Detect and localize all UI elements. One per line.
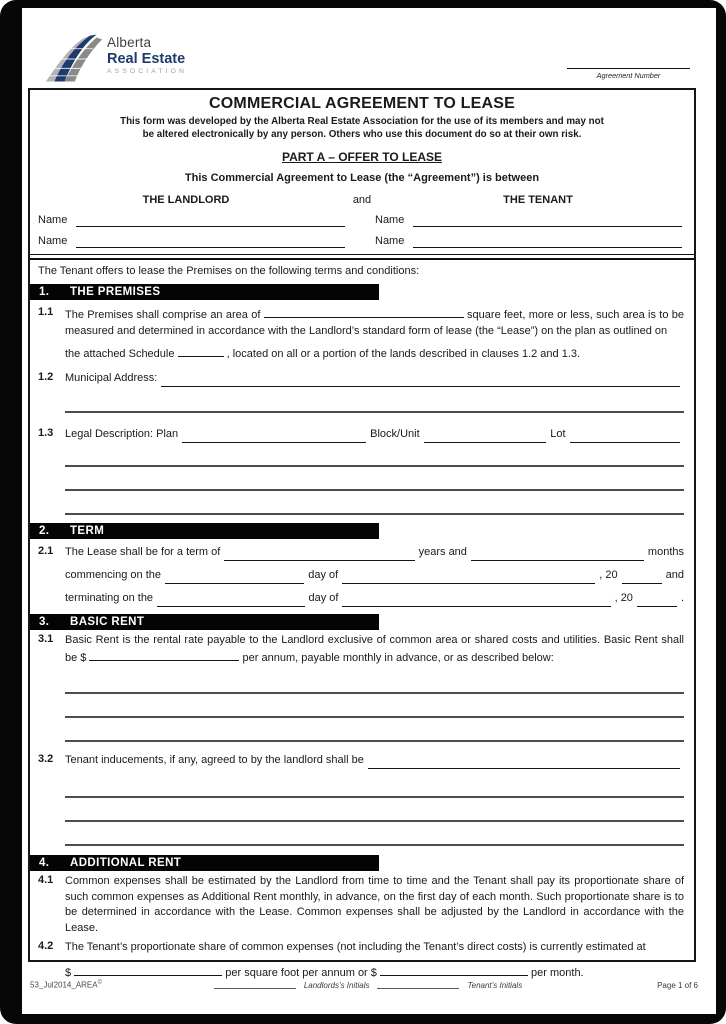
name-label: Name <box>38 214 68 226</box>
landlord-header: THE LANDLORD <box>142 194 230 206</box>
landlord-name-field-1 <box>38 214 349 227</box>
block-unit-blank[interactable] <box>424 430 547 443</box>
terminating-month-blank[interactable] <box>342 594 610 607</box>
logo-line-alberta: Alberta <box>107 35 152 50</box>
term-text-c: months <box>647 546 684 558</box>
clause-4-2-text-c: per month. <box>531 967 584 979</box>
commencing-year-blank[interactable] <box>622 571 662 584</box>
clause-text <box>65 633 684 666</box>
day-of-label: day of <box>308 592 339 604</box>
basic-rent-text-b: per annum, payable monthly in advance, or as described below: <box>242 651 554 664</box>
form-disclaimer <box>30 116 694 141</box>
tenant-header: THE TENANT <box>503 194 573 206</box>
clause-1-1-schedule-line <box>65 345 684 363</box>
writing-line[interactable] <box>65 718 684 742</box>
section-number: 2. <box>39 525 50 537</box>
clause-text <box>65 306 684 363</box>
lot-blank[interactable] <box>570 430 680 443</box>
clause-1-1 <box>30 306 694 363</box>
clause-4-2 <box>30 940 694 982</box>
landlord-name-blank-1[interactable] <box>76 214 345 227</box>
section-title: TERM <box>70 525 105 537</box>
and-suffix: and <box>665 569 684 581</box>
clause-4-2-amount-line <box>65 964 684 982</box>
commencing-row <box>65 568 684 584</box>
clause-1-1-paragraph <box>65 306 684 340</box>
clause-text <box>65 545 684 607</box>
year-prefix: , 20 <box>599 569 618 581</box>
name-row-1 <box>30 206 694 227</box>
clause-number: 1.2 <box>38 371 54 383</box>
section-number: 3. <box>39 616 50 628</box>
area-logo <box>46 34 187 84</box>
tenant-name-blank-2[interactable] <box>413 235 682 248</box>
clause-text <box>65 940 684 982</box>
disclaimer-line-2: be altered electronically by any person. Others who use this document do so at their own risk. <box>142 128 582 140</box>
form-title: COMMERCIAL AGREEMENT TO LEASE <box>209 95 515 112</box>
year-prefix: , 20 <box>614 592 633 604</box>
between-line: This Commercial Agreement to Lease (the “Agreement”) is between <box>184 172 540 184</box>
landlord-name-blank-2[interactable] <box>76 235 345 248</box>
clause-number: 3.2 <box>38 753 54 765</box>
clause-number: 1.3 <box>38 427 54 439</box>
plan-blank[interactable] <box>182 430 366 443</box>
term-text-b: years and <box>418 546 467 558</box>
landlord-initials-label: Landlords’s Initials <box>303 981 370 990</box>
name-label: Name <box>38 235 68 247</box>
commencing-month-blank[interactable] <box>342 571 595 584</box>
name-label: Name <box>375 235 405 247</box>
section-header-premises <box>30 284 379 300</box>
writing-line[interactable] <box>65 798 684 822</box>
landlord-initials-blank[interactable] <box>214 982 296 989</box>
section-header-term <box>30 523 379 539</box>
logo-line-real-estate: Real Estate <box>107 50 186 67</box>
clause-1-3 <box>30 427 694 443</box>
per-sqft-amount-blank[interactable] <box>74 964 222 976</box>
section-number: 1. <box>39 285 50 298</box>
clause-1-1-text-c: the attached Schedule <box>65 347 175 360</box>
clause-1-1-text-b: square feet, more or less, such area is to be measured and determined in accordance with the Landlord’s standard form of lease (the “Lease”) on the plan as outlined on <box>65 308 685 337</box>
form-code-text: 53_Jul2014_AREA <box>30 981 98 990</box>
per-month-amount-blank[interactable] <box>380 964 528 976</box>
municipal-address-row <box>65 371 684 387</box>
clause-2-1 <box>30 545 694 607</box>
writing-line[interactable] <box>65 491 684 515</box>
schedule-blank[interactable] <box>178 345 224 357</box>
inducements-label: Tenant inducements, if any, agreed to by the landlord shall be <box>65 754 364 766</box>
clause-4-2-text-a: The Tenant’s proportionate share of common expenses (not including the Tenant’s direct costs) is currently estimated at <box>65 941 646 953</box>
name-row-2 <box>30 227 694 248</box>
basic-rent-text-a: Basic Rent is the rental rate payable to the Landlord exclusive of common area or shared costs and utilities. Basic Rent shall be $ <box>65 634 684 664</box>
term-length-row <box>65 545 684 561</box>
double-rule-divider <box>30 254 694 260</box>
period-suffix: . <box>680 592 684 604</box>
term-years-blank[interactable] <box>224 548 414 561</box>
inducements-row <box>65 753 684 769</box>
agreement-number-field[interactable] <box>567 68 690 80</box>
terminating-label: terminating on the <box>65 592 154 604</box>
term-text-a: The Lease shall be for a term of <box>65 546 221 558</box>
initials-area <box>180 981 548 990</box>
page-number: Page 1 of 6 <box>657 981 698 990</box>
tenant-initials-label: Tenant’s Initials <box>467 981 523 990</box>
agreement-number-label: Agreement Number <box>596 71 661 80</box>
legal-description-label: Legal Description: Plan <box>65 428 179 440</box>
name-label: Name <box>375 214 405 226</box>
area-logo-mark <box>46 34 104 84</box>
section-header-basic-rent <box>30 614 379 630</box>
basic-rent-amount-blank[interactable] <box>89 649 239 661</box>
commencing-day-blank[interactable] <box>165 571 304 584</box>
clause-1-1-text-a: The Premises shall comprise an area of <box>65 308 261 321</box>
clause-3-2 <box>30 753 694 769</box>
term-months-blank[interactable] <box>471 548 644 561</box>
inducements-blank[interactable] <box>368 756 680 769</box>
page-footer <box>30 980 698 990</box>
clause-number: 4.1 <box>38 874 54 886</box>
writing-line[interactable] <box>65 670 684 694</box>
part-a-heading-text: PART A – OFFER TO LEASE <box>281 150 442 164</box>
commencing-label: commencing on the <box>65 569 161 581</box>
form-code <box>30 980 180 990</box>
document-page <box>22 8 716 1014</box>
clause-3-1 <box>30 633 694 666</box>
intro-text: The Tenant offers to lease the Premises on the following terms and conditions: <box>38 264 420 277</box>
municipal-address-blank[interactable] <box>161 374 680 387</box>
terminating-year-blank[interactable] <box>637 594 677 607</box>
terminating-day-blank[interactable] <box>157 594 304 607</box>
writing-line[interactable] <box>65 822 684 846</box>
clause-4-1-text: Common expenses shall be estimated by the Landlord from time to time and the Tenant shall pay its proportionate share of such common expenses as Additional Rent monthly, in advance, on the first day of each month. Such proportionate share is to be determined in accordance with the Lease. Common expenses shall be adjusted by the Landlord in accordance with the Lease. <box>65 875 684 934</box>
lot-label: Lot <box>550 428 566 440</box>
part-a-heading <box>30 150 694 164</box>
section-number: 4. <box>39 857 50 869</box>
clause-1-2 <box>30 371 694 387</box>
clause-number: 4.2 <box>38 940 54 952</box>
clause-1-1-text-d: , located on all or a portion of the lands described in clauses 1.2 and 1.3. <box>226 347 581 360</box>
clause-number: 2.1 <box>38 545 54 557</box>
section-title: ADDITIONAL RENT <box>70 857 182 869</box>
clause-4-2-text-b: per square foot per annum or $ <box>225 967 377 979</box>
tenant-initials-blank[interactable] <box>377 982 459 989</box>
legal-description-row <box>65 427 684 443</box>
municipal-address-label: Municipal Address: <box>65 372 158 384</box>
clause-number: 3.1 <box>38 633 54 645</box>
and-label: and <box>352 194 372 206</box>
day-of-label: day of <box>308 569 339 581</box>
parties-header-row <box>30 194 694 206</box>
section-title: THE PREMISES <box>70 285 161 298</box>
section-header-additional-rent <box>30 855 379 871</box>
terminating-row <box>65 591 684 607</box>
clause-4-1 <box>30 874 694 936</box>
writing-line[interactable] <box>65 694 684 718</box>
copyright-symbol: © <box>97 980 103 987</box>
tenant-name-field-2 <box>375 235 686 248</box>
clause-number: 1.1 <box>38 305 54 318</box>
writing-line[interactable] <box>65 467 684 491</box>
section-title: BASIC RENT <box>70 616 145 628</box>
dollar-sign: $ <box>65 967 72 979</box>
premises-area-blank[interactable] <box>264 306 464 318</box>
writing-line[interactable] <box>65 774 684 798</box>
logo-line-association: ASSOCIATION <box>107 68 188 75</box>
form-body <box>28 88 696 979</box>
area-logo-text <box>107 36 187 76</box>
disclaimer-line-1: This form was developed by the Alberta Real Estate Association for the use of its members and may not <box>120 116 604 127</box>
tenant-name-blank-1[interactable] <box>413 214 682 227</box>
writing-line[interactable] <box>65 395 684 413</box>
block-unit-label: Block/Unit <box>370 428 420 440</box>
landlord-name-field-2 <box>38 235 349 248</box>
writing-line[interactable] <box>65 443 684 467</box>
tenant-name-field-1 <box>375 214 686 227</box>
